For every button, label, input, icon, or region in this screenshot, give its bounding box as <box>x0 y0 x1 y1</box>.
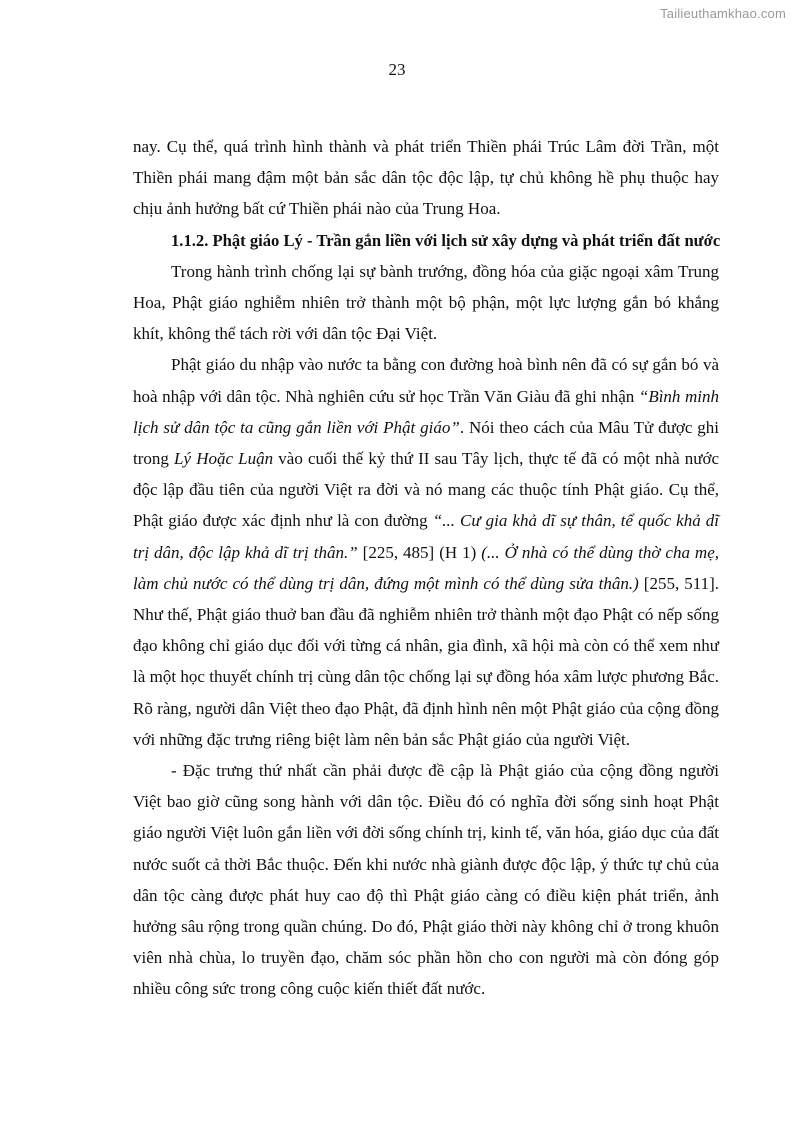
paragraph-2-text-1: Phật giáo du nhập vào nước ta bằng con đường hoà bình nên đã có sự gắn bó và hoà nhập với dân tộc. Nhà nghiên cứu sử học Trần Văn Giàu đã ghi nhận <box>133 355 719 406</box>
paragraph-2 <box>133 349 719 755</box>
paragraph-2-text-2: . Nói theo cách của Mâu Tử được ghi trong <box>133 417 719 469</box>
paragraph-2-text-3: vào cuối thế kỷ thứ II sau Tây lịch, thực tế đã có một nhà nước độc lập đầu tiên của người Việt ra đời và nó mang các thuộc tính Phật giáo. Cụ thể, Phật giáo được xác định như là con đường <box>133 449 720 531</box>
book-title: Lý Hoặc Luận <box>174 449 274 469</box>
paragraph-1: Trong hành trình chống lại sự bành trướng, đồng hóa của giặc ngoại xâm Trung Hoa, Phật giáo nghiễm nhiên trở thành một bộ phận, một lực lượng gắn bó khắng khít, không thể tách rời với dân tộc Đại Việt. <box>133 261 719 344</box>
paragraph-2-text-4: [255, 511]. Như thế, Phật giáo thuở ban đầu đã nghiễm nhiên trở thành một đạo Phật có nếp sống đạo không chỉ giáo dục đối với từng cá nhân, gia đình, xã hội mà còn có thể xem như là một học thuyết chính trị cùng dân tộc chống lại sự đồng hóa xâm lược phương Bắc. Rõ ràng, người dân Việt theo đạo Phật, đã định hình nên một Phật giáo của cộng đồng với những đặc trưng riêng biệt làm nên bản sắc Phật giáo của người Việt. <box>133 573 719 749</box>
paragraph-3: - Đặc trưng thứ nhất cần phải được đề cập là Phật giáo của cộng đồng người Việt bao giờ cũng song hành với dân tộc. Điều đó có nghĩa đời sống sinh hoạt Phật giáo người Việt luôn gắn liền với đời sống chính trị, kinh tế, văn hóa, giáo dục của đất nước suốt cả thời Bắc thuộc. Đến khi nước nhà giành được độc lập, ý thức tự chủ của dân tộc càng được phát huy cao độ thì Phật giáo càng có điều kiện phát triển, ảnh hưởng sâu rộng trong quần chúng. Do đó, Phật giáo thời này không chỉ ở trong khuôn viên nhà chùa, lo truyền đạo, chăm sóc phần hồn cho con người mà còn đóng góp nhiều công sức trong công cuộc kiến thiết đất nước. <box>133 761 719 999</box>
paragraph-continuation: nay. Cụ thể, quá trình hình thành và phát triển Thiền phái Trúc Lâm đời Trần, một Thiền phái mang đậm một bản sắc dân tộc độc lập, tự chủ không hề phụ thuộc hay chịu ảnh hưởng bất cứ Thiền phái nào của Trung Hoa. <box>133 137 719 219</box>
quote-tran-van-giau: “Bình minh lịch sử dân tộc ta cũng gắn liền với Phật giáo” <box>133 386 719 437</box>
document-body <box>133 131 719 1005</box>
section-heading: 1.1.2. Phật giáo Lý - Trần gắn liền với lịch sử xây dựng và phát triển đất nước <box>171 230 721 250</box>
citation-1: [225, 485] (H 1) <box>357 542 482 562</box>
quote-translation: (... Ở nhà có thể dùng thờ cha mẹ, làm chủ nước có thể dùng trị dân, đứng một mình có thể dùng sửa thân.) <box>133 542 719 593</box>
page-number: 23 <box>388 60 406 79</box>
watermark: Tailieuthamkhao.com <box>660 6 786 21</box>
quote-han-viet: “... Cư gia khả dĩ sự thân, tể quốc khả dĩ trị dân, độc lập khả dĩ trị thân.” <box>133 511 719 562</box>
